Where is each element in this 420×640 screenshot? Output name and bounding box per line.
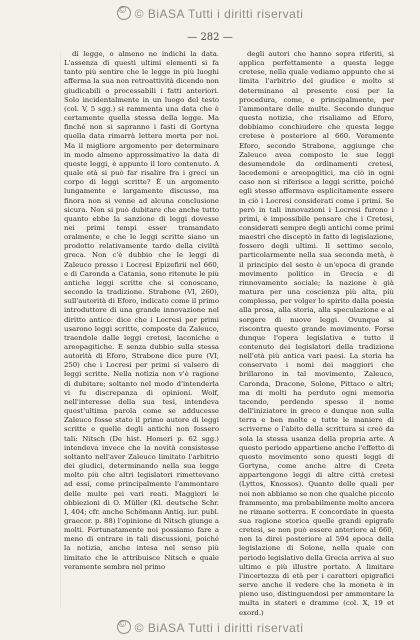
column-right xyxy=(239,50,394,617)
watermark-top-text: © BiASA Tutti i diritti riservati xyxy=(134,7,304,21)
copyright-logo-icon xyxy=(117,620,131,634)
text-columns xyxy=(64,50,394,617)
column-left xyxy=(64,50,219,610)
watermark-bottom-text: © BiASA Tutti i diritti riservati xyxy=(134,621,304,635)
column-right-text: degli autori che hanno sopra riferiti, si applica perfettamente a questa legge cretese, nella quale vediamo appunto che si limita l'arbitrio del giudice e molto si determinano al presente cosi per la procedura, come, e principalmente, per l'ammontare delle multe. Secondo dunque questa notizia, che risaliamo ad Eforo, dobbiamo conchiudere che questa legge cretese è posteriore al 660. Veramente Eforo, secondo Strabone, aggiunge che Zaleuco avea composto le sue leggi desumendole da ordinamenti cretesi, lacedemoni e areopagitici, ma ciò in ogni caso non si riferisce a leggi scritte, poiché egli stesso affermava esplicitamente essere in ciò i Locresi considerati come i primi. Se però in tali innovazioni i Locresi furono i primi, è impossibile pensare che i Cretesi, considerati sempre degli antichi come primi maestri che disceptò in fatto di legislazione, fossero degli ultimi. Il settimo secolo, particolarmente nella sua seconda metà, è il principio del sesto è un'epoca di grande movimento politico in Grecia e di rinnovamento sociale; la nazione è già matura per una coscienza più alta, più complessa, per volger lo spirito dalla poesia alla prosa, alla storia, alla speculazione e al sorgere di nuove leggi. Ovunque si riscontra questo grande movimento. Forse dunque l'opera legislativa e tutto il contenuto dei legislatori della tradizione nell'età più antica vari paesi. La storia ha conservato i nomi dei maggiori che brillarono in tal movimento, Zaleuco, Caronda, Dracone, Solone, Pittaco e altri; ma di molti ha perduto ogni memoria tacendo, perdendo spesso il nome dell'iniziatore in greco e dunque non sulla terra e ben molte e tutte le maniere di scriverne o l'abito della scrittura si creò da sola la stessa usanza della propria arte. A questo periodo appartiene anche l'effetto di questo movimento sono questi leggi di Gortyna, come anche altre di Creta appartengono leggi di altre città cretesi (Lyttos, Knossos). Quanto delle quali per noi non abbiamo se non che qualche piccolo frammento, ma probabilmente molto ancora ne rimane sotterra. E concordate in questa sua ragione storica quelle grandi epigrafe cretesi, se non può essere anteriore al 660, non la direi posteriore al 594 epoca della legislazione di Solone, nella quale con periodo legislativo della Grecia arriva al suo ultimo e più illustre portato. A limitare l'incertezza di età per i caratteri epigrafici serve anche il vedere che la moneta è in pieno uso, distinguendosi per ammontare la multa in stateri e dramme (col. X, 19 et exord.) xyxy=(239,50,394,617)
column-left-text: di legge, o almeno ne indichi la data. L'assenza di questi ultimi elementi si fa tanto più sentire che le legge in più luoghi afferma la sua non retroattività dicendo non giudicabili o processabili i fatti anteriori. Solo incidentalmente in un luogo del testo (col. V, 5 sgg.) si rammenta una data che è certamente quella stessa della legge. Ma finché non si sapranno i fasti di Gortyna quella data rimarrà lettera morta per noi. Ma il migliore argomento per determinare in modo almeno approssimativo la data di queste leggi, è appunto il loro contenuto. A quale età si può far risalire fra i greci un corpo di leggi scritte? È un argomento lungamente e largamente discusso, ma finora non si venne ad alcuna conclusione sicura. Non si può dubitare che anche tutto quanto ebbe la sanzione di leggi dovesse nei primi tempi esser tramandato oralmente, e che le leggi scritte siano un prodotto relativamente tardo della civiltà greca. Non c'è dubbio che le leggi di Zaleuco presso i Locresi Epizefirii nel 660, e di Caronda a Catania, sono ritenute le più antiche leggi scritte che si conoscano, secondo la tradizione. Strabone (VI, 260), sull'autorità di Eforo, indicato come il primo introduttore di una grande innovazione nel diritto antico: dice che i Locresi per primi usarono leggi scritte, composte da Zaleuco, traendole dalle leggi cretesi, laconiche e areopagitiche. E senza dubbio sulla stessa autorità di Eforo, Strabone dice pure (VI, 250) che i Locresi per primi si valsero di leggi scritte. Nella notizia non v'è ragione di dubitare; soltanto nel modo d'intenderla vi fu discrepanza di opinioni. Wolf, nell'interesse della sua tesi, intendeva quest'ultima parola come se adducesse Zaleuco fosse stato il primo autore di leggi scritte e quelle degli antichi non fossero tali: Nitsch (De hist. Homeri p. 62 sgg.) intendeva invece che la novità consistesse soltanto nell'aver Zaleuco limitato l'arbitrio dei giudici, determinando nella sua legge molto più che altri legislatori rimettevano ad essi, come principalmente l'ammontare delle multe pei vari reati. Maggiori le obbiezioni di O. Müller (Kl. deutsche Schr. I, 404; cfr. anche Schömann Antiq. iur. publ. graecor. p. 88) l'opinione di Nitsch giunge a molti. Fortunatamente noi possiamo fare a meno di entrare in tali discussioni, poiché la notizia, anche intesa nel senso più limitato che le attribuisce Nitsch e quale veramente sembra nel primo xyxy=(64,50,219,571)
margin-rule xyxy=(60,52,61,608)
watermark-bottom xyxy=(0,620,420,635)
page-number: — 282 — xyxy=(187,32,233,43)
watermark-top xyxy=(0,6,420,21)
copyright-logo-icon xyxy=(117,6,131,20)
